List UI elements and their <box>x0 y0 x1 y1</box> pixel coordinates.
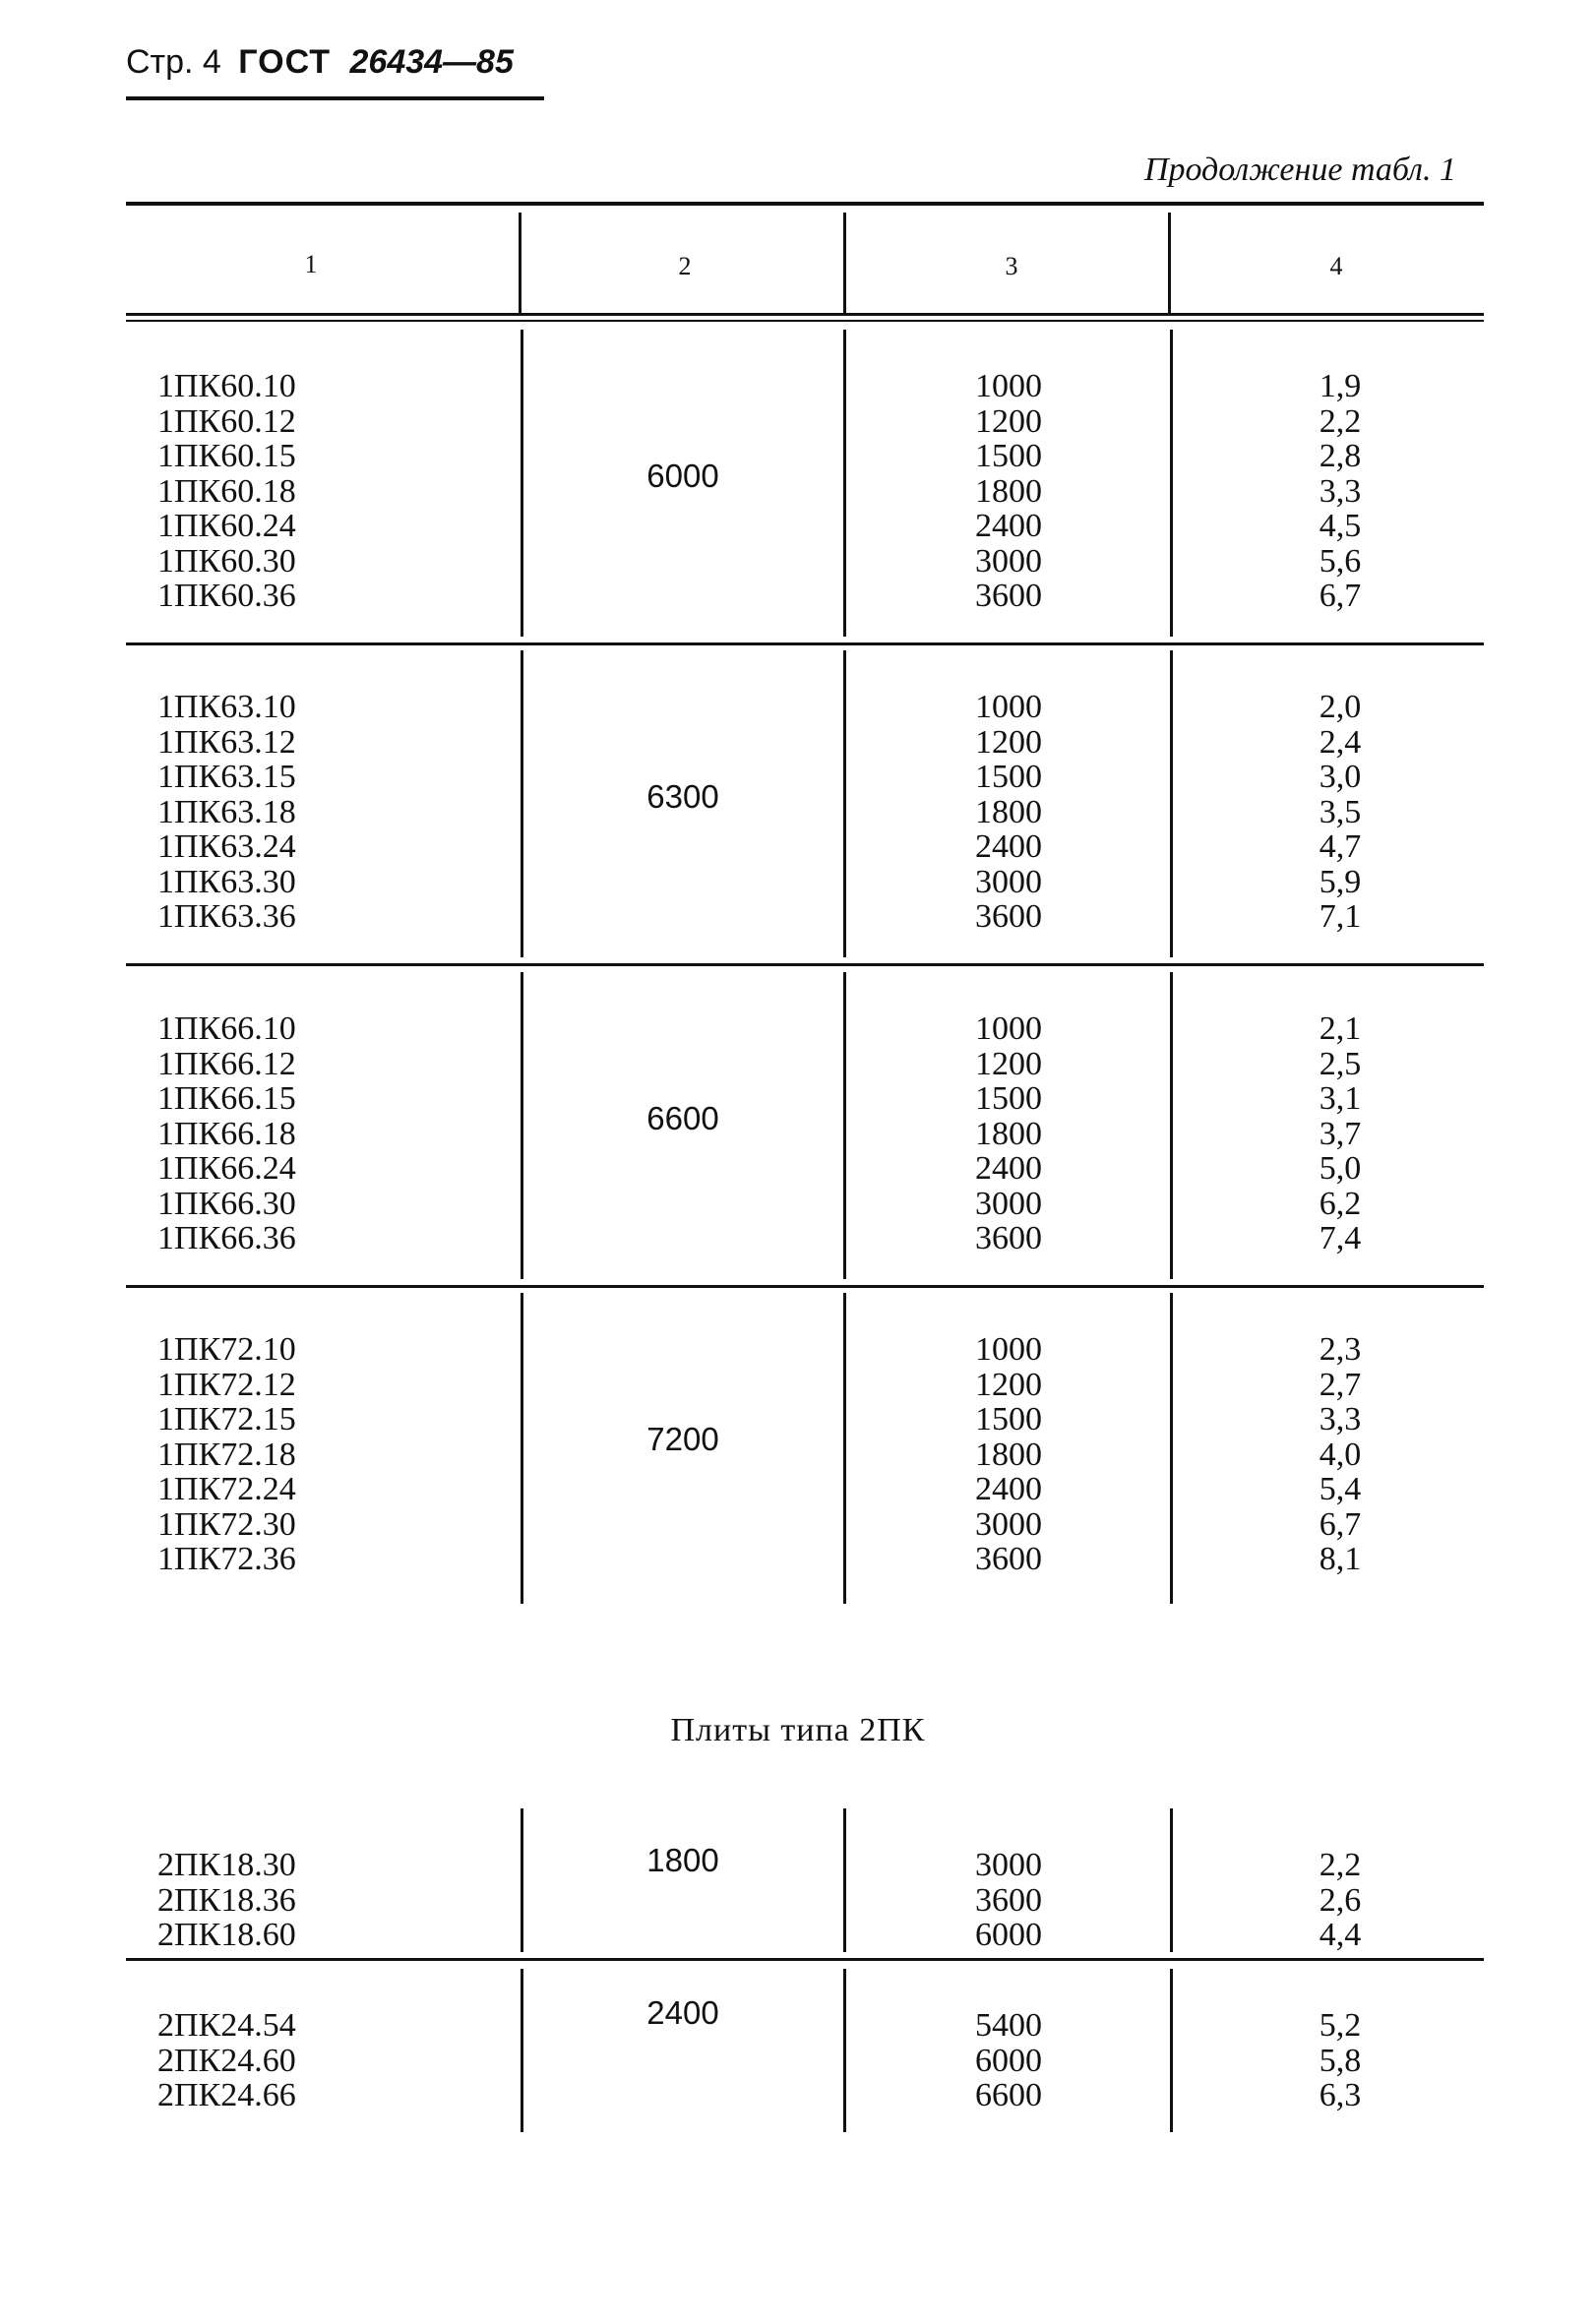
width-cell: 3000 <box>975 542 1042 580</box>
column-separator <box>843 650 846 957</box>
section-title-2pk: Плиты типа 2ПК <box>670 1712 926 1748</box>
header-rule <box>126 96 544 100</box>
mark-cell: 1ПК63.36 <box>157 898 296 935</box>
mass-column <box>1271 2008 1409 2113</box>
width-cell: 1200 <box>975 1366 1042 1403</box>
width-cell: 1200 <box>975 1045 1042 1082</box>
width-cell: 1200 <box>975 723 1042 761</box>
mark-column <box>157 1011 296 1256</box>
mass-column <box>1271 1332 1409 1577</box>
mark-cell: 1ПК63.24 <box>157 828 296 865</box>
mark-cell: 1ПК60.12 <box>157 402 296 440</box>
column-header-2: 2 <box>678 252 692 280</box>
mass-cell: 3,1 <box>1319 1080 1362 1117</box>
width-cell: 1500 <box>975 438 1042 474</box>
width-cell: 6000 <box>975 2042 1042 2079</box>
column-separator <box>843 1293 846 1604</box>
width-cell: 3600 <box>975 1881 1042 1919</box>
mass-cell: 5,4 <box>1319 1471 1362 1507</box>
standard-label: ГОСТ <box>238 43 332 81</box>
header-separator <box>843 213 846 313</box>
mass-cell: 2,2 <box>1319 1847 1362 1883</box>
mass-cell: 3,3 <box>1319 1401 1362 1437</box>
width-cell: 1800 <box>975 1115 1042 1152</box>
width-cell: 1200 <box>975 402 1042 440</box>
length-cell: 2400 <box>646 1994 719 2031</box>
group-separator-rule <box>126 1958 1484 1961</box>
mass-cell: 3,0 <box>1319 759 1362 795</box>
width-cell: 6000 <box>975 1917 1042 1953</box>
mark-cell: 2ПК24.54 <box>157 2007 296 2044</box>
mass-cell: 2,5 <box>1319 1045 1362 1082</box>
column-separator <box>521 1969 523 2132</box>
width-cell: 3000 <box>975 863 1042 900</box>
mass-cell: 2,6 <box>1319 1881 1362 1919</box>
mass-cell: 2,3 <box>1319 1331 1362 1368</box>
page-header <box>126 43 514 82</box>
mass-column <box>1271 1848 1409 1953</box>
column-separator <box>1170 972 1173 1279</box>
mass-cell: 2,0 <box>1319 689 1362 725</box>
width-cell: 2400 <box>975 1471 1042 1507</box>
mass-cell: 8,1 <box>1319 1541 1362 1577</box>
mass-cell: 4,4 <box>1319 1917 1362 1953</box>
mass-cell: 4,5 <box>1319 508 1362 544</box>
group-separator-rule <box>126 642 1484 645</box>
width-cell: 1000 <box>975 689 1042 725</box>
mark-cell: 1ПК60.36 <box>157 578 296 614</box>
header-separator <box>1168 213 1171 313</box>
mark-cell: 1ПК66.10 <box>157 1010 296 1047</box>
mass-cell: 4,0 <box>1319 1436 1362 1473</box>
column-separator <box>1170 1293 1173 1604</box>
mark-cell: 1ПК60.18 <box>157 472 296 510</box>
header-double-rule-bottom <box>126 320 1484 322</box>
width-cell: 3000 <box>975 1185 1042 1222</box>
width-cell: 3000 <box>975 1847 1042 1883</box>
continuation-label: Продолжение табл. 1 <box>1143 152 1456 188</box>
column-separator <box>521 972 523 1279</box>
header-separator <box>519 213 522 313</box>
mass-cell: 2,7 <box>1319 1366 1362 1403</box>
mark-cell: 1ПК66.36 <box>157 1220 296 1256</box>
mass-cell: 7,1 <box>1319 898 1362 935</box>
width-cell: 1000 <box>975 1331 1042 1368</box>
column-separator <box>521 1293 523 1604</box>
mass-cell: 2,2 <box>1319 402 1362 440</box>
mark-cell: 1ПК72.12 <box>157 1366 296 1403</box>
mass-cell: 6,3 <box>1319 2077 1362 2113</box>
mass-cell: 4,7 <box>1319 828 1362 865</box>
mass-cell: 7,4 <box>1319 1220 1362 1256</box>
mark-cell: 1ПК72.18 <box>157 1436 296 1473</box>
page-label: Стр. 4 <box>126 43 221 81</box>
mark-cell: 1ПК63.30 <box>157 863 296 900</box>
width-cell: 3600 <box>975 578 1042 614</box>
mass-cell: 5,9 <box>1319 863 1362 900</box>
mass-cell: 3,3 <box>1319 472 1362 510</box>
mark-cell: 1ПК66.24 <box>157 1150 296 1187</box>
width-cell: 1500 <box>975 1401 1042 1437</box>
mass-cell: 5,8 <box>1319 2042 1362 2079</box>
width-cell: 2400 <box>975 508 1042 544</box>
mark-cell: 1ПК63.10 <box>157 689 296 725</box>
standard-number: 26434—85 <box>349 43 514 81</box>
mark-column <box>157 690 296 935</box>
column-separator <box>843 1969 846 2132</box>
column-header-4: 4 <box>1329 252 1343 280</box>
mark-cell: 1ПК72.36 <box>157 1541 296 1577</box>
width-cell: 3000 <box>975 1505 1042 1543</box>
width-cell: 6600 <box>975 2077 1042 2113</box>
column-separator <box>521 330 523 637</box>
column-separator <box>1170 1808 1173 1952</box>
column-separator <box>521 650 523 957</box>
width-column <box>930 2008 1087 2113</box>
mark-cell: 1ПК63.18 <box>157 793 296 830</box>
mark-column <box>157 2008 296 2113</box>
length-cell: 6600 <box>646 1100 719 1136</box>
mass-cell: 5,6 <box>1319 542 1362 580</box>
mark-cell: 1ПК63.15 <box>157 759 296 795</box>
mass-cell: 2,1 <box>1319 1010 1362 1047</box>
group-separator-rule <box>126 963 1484 966</box>
length-cell: 7200 <box>646 1421 719 1457</box>
mark-cell: 1ПК72.24 <box>157 1471 296 1507</box>
width-column <box>930 369 1087 614</box>
width-cell: 1500 <box>975 759 1042 795</box>
width-cell: 2400 <box>975 1150 1042 1187</box>
mass-column <box>1271 1011 1409 1256</box>
width-cell: 5400 <box>975 2007 1042 2044</box>
group-separator-rule <box>126 1285 1484 1288</box>
mass-cell: 5,2 <box>1319 2007 1362 2044</box>
mark-column <box>157 1848 296 1953</box>
mark-cell: 2ПК18.60 <box>157 1917 296 1953</box>
column-separator <box>843 330 846 637</box>
width-cell: 1000 <box>975 1010 1042 1047</box>
width-column <box>930 690 1087 935</box>
mass-cell: 2,8 <box>1319 438 1362 474</box>
width-cell: 1800 <box>975 793 1042 830</box>
mass-cell: 1,9 <box>1319 368 1362 404</box>
width-cell: 3600 <box>975 898 1042 935</box>
length-cell: 1800 <box>646 1842 719 1878</box>
mark-cell: 1ПК60.10 <box>157 368 296 404</box>
mass-cell: 6,7 <box>1319 578 1362 614</box>
width-column <box>930 1848 1087 1953</box>
mark-cell: 2ПК24.66 <box>157 2077 296 2113</box>
width-cell: 1500 <box>975 1080 1042 1117</box>
mark-cell: 2ПК18.30 <box>157 1847 296 1883</box>
mark-cell: 1ПК72.30 <box>157 1505 296 1543</box>
mass-cell: 3,5 <box>1319 793 1362 830</box>
mark-cell: 1ПК66.15 <box>157 1080 296 1117</box>
mark-column <box>157 1332 296 1577</box>
width-column <box>930 1332 1087 1577</box>
width-cell: 3600 <box>975 1541 1042 1577</box>
column-separator <box>521 1808 523 1952</box>
mark-cell: 1ПК72.10 <box>157 1331 296 1368</box>
column-separator <box>1170 650 1173 957</box>
header-double-rule-top <box>126 313 1484 316</box>
mark-cell: 1ПК60.15 <box>157 438 296 474</box>
mass-column <box>1271 369 1409 614</box>
mark-cell: 1ПК66.18 <box>157 1115 296 1152</box>
length-cell: 6300 <box>646 778 719 815</box>
width-cell: 2400 <box>975 828 1042 865</box>
width-column <box>930 1011 1087 1256</box>
column-separator <box>843 972 846 1279</box>
column-header-3: 3 <box>1005 252 1018 280</box>
width-cell: 3600 <box>975 1220 1042 1256</box>
mass-cell: 5,0 <box>1319 1150 1362 1187</box>
mark-column <box>157 369 296 614</box>
mark-cell: 2ПК18.36 <box>157 1881 296 1919</box>
mass-cell: 6,2 <box>1319 1185 1362 1222</box>
mark-cell: 1ПК63.12 <box>157 723 296 761</box>
mass-column <box>1271 690 1409 935</box>
length-cell: 6000 <box>646 458 719 494</box>
width-cell: 1000 <box>975 368 1042 404</box>
column-header-1: 1 <box>304 250 318 278</box>
mark-cell: 1ПК60.30 <box>157 542 296 580</box>
mass-cell: 3,7 <box>1319 1115 1362 1152</box>
table-top-rule <box>126 202 1484 206</box>
mass-cell: 2,4 <box>1319 723 1362 761</box>
mark-cell: 1ПК66.30 <box>157 1185 296 1222</box>
column-separator <box>1170 330 1173 637</box>
mark-cell: 1ПК66.12 <box>157 1045 296 1082</box>
mass-cell: 6,7 <box>1319 1505 1362 1543</box>
mark-cell: 1ПК60.24 <box>157 508 296 544</box>
width-cell: 1800 <box>975 472 1042 510</box>
column-separator <box>843 1808 846 1952</box>
column-separator <box>1170 1969 1173 2132</box>
width-cell: 1800 <box>975 1436 1042 1473</box>
mark-cell: 1ПК72.15 <box>157 1401 296 1437</box>
mark-cell: 2ПК24.60 <box>157 2042 296 2079</box>
